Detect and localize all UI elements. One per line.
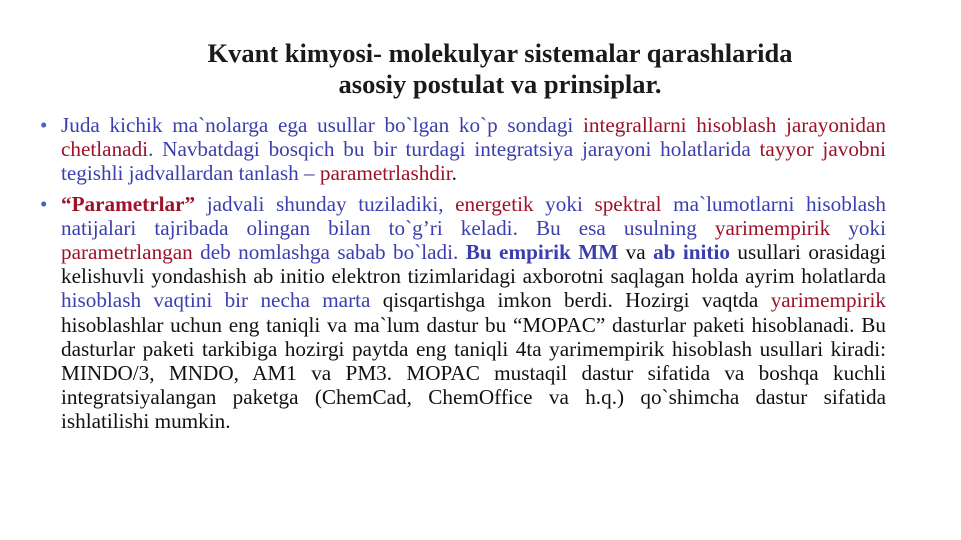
highlight-red: integrallarni hisoblash jarayonidan chetlanadi [61,113,887,162]
highlight-red: yarimempirik [714,215,831,240]
text-segment: va [618,240,654,265]
bullet-list [40,113,886,434]
text-segment: jadvali shunday tuziladiki, [195,191,456,216]
highlight-blue-bold: ab initio [653,240,730,265]
text-segment: ma`lumotlarni hisoblash natijalari tajribada olingan bilan to`g’ri keladi. Bu esa usulning [61,191,886,240]
highlight-red: parametrlangan [61,240,193,265]
text-segment: tegishli jadvallardan tanlash – [61,161,320,186]
highlight-red: spektral [594,191,662,216]
text-segment: yoki [830,215,886,240]
highlight-blue-bold: Bu empirik MM [465,240,619,265]
highlight-blue: hisoblash vaqtini bir necha marta [61,288,371,313]
bullet-marker: • [40,113,48,137]
bullet-item-1 [40,113,886,186]
highlight-red: yarimempirik [770,288,887,313]
text-segment: deb nomlashga sabab bo`ladi. [192,240,466,265]
slide-title [140,38,860,100]
highlight-red: energetik [455,191,534,216]
text-segment: yoki [533,191,595,216]
text-segment: hisoblashlar uchun eng taniqli va ma`lum dastur bu “MOPAC” dasturlar paketi hisoblanadi. Bu dasturlar paketi tarkibiga hozirgi paytda eng taniqli 4ta yarimempirik hisoblash usullari kiradi: MINDO/3, MNDO, AM1 va PM3. MOPAC mustaqil dastur sifatida va boshqa kuchli integratsiyalangan paketga (ChemCad, ChemOffice va h.q.) qo`shimcha dastur sifatida ishlatilishi mumkin. [61,312,886,434]
highlight-red: tayyor javobni [759,137,886,162]
bullet-item-2 [40,192,886,434]
highlight-red: parametrlashdir [319,161,452,186]
text-segment: . Navbatdagi bosqich bu bir turdagi integratsiya jarayoni holatlarida [148,137,760,162]
title-line-2: asosiy postulat va prinsiplar. [338,69,662,99]
bullet-marker: • [40,191,48,216]
text-segment: . [451,161,457,186]
text-segment: usullari orasidagi kelishuvli yondashish ab initio elektron tizimlaridagi axborotni saqlagan holda ayrim holatlarda [61,240,886,289]
title-line-1: Kvant kimyosi- molekulyar sistemalar qarashlarida [207,38,793,68]
highlight-red-bold: “Parametrlar” [61,191,196,216]
text-segment: Juda kichik ma`nolarga ega usullar bo`lgan ko`p sondagi [61,113,584,137]
text-segment: qisqartishga imkon berdi. Hozirgi vaqtda [370,288,771,313]
